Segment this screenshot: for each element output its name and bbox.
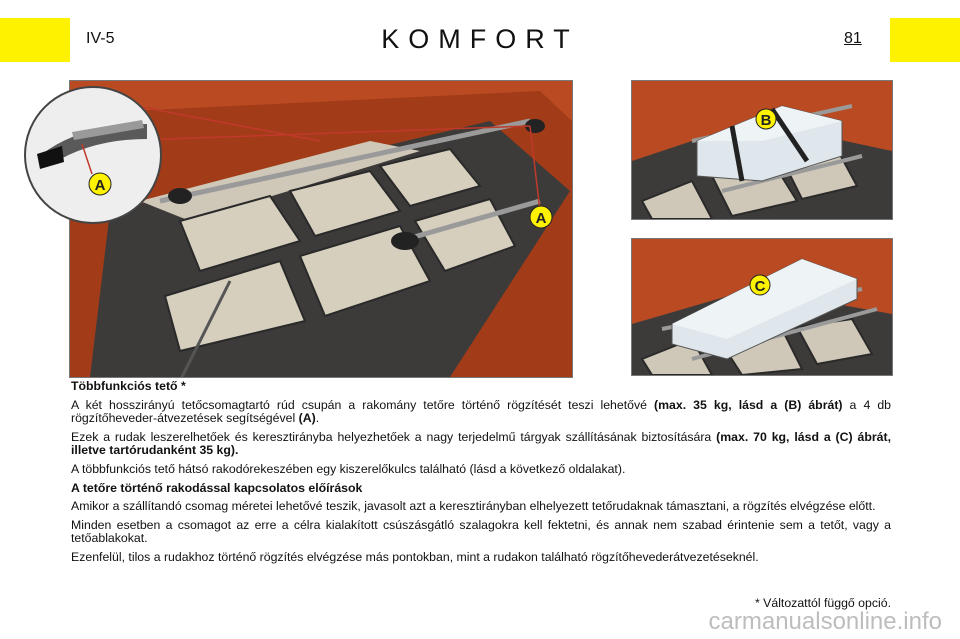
paragraph-3: A többfunkciós tető hátsó rakodórekeszében egy kiszerelőkulcs található (lásd a következő oldalakat).: [71, 461, 626, 476]
page-number: 81: [844, 30, 862, 47]
watermark: carmanualsonline.info: [708, 608, 942, 635]
transverse-load-illustration: [631, 238, 893, 376]
callout-c: C: [754, 278, 766, 295]
heading-loading-rules: A tetőre történő rakodással kapcsolatos előírások: [71, 480, 363, 495]
longitudinal-load-illustration: [631, 80, 893, 220]
paragraph-4: Amikor a szállítandó csomag méretei lehetővé teszik, javasolt azt a keresztirányban elhelyezett tetőrudaknak támasztani, a rögzítés elvégzése előtt.: [71, 499, 876, 514]
paragraph-1: A két hosszirányú tetőcsomagtartó rúd csupán a rakomány tetőre történő rögzítését teszi lehetővé (max. 35 kg, lásd a (B) ábrát) a 4 db rögzítőheveder-átvezetések segítségével (A).: [71, 397, 891, 426]
page-title: KOMFORT: [381, 24, 579, 54]
footnote: * Változattól függő opció.: [754, 596, 891, 610]
section-label: IV-5: [86, 30, 115, 47]
body-text: [71, 380, 891, 570]
detail-magnifier: [22, 84, 164, 226]
callout-a-main: A: [535, 210, 547, 227]
paragraph-5: Minden esetben a csomagot az erre a célra kialakított csúszásgátló szalagokra kell fektetni, és annak nem szabad érintenie sem a tetőt, vagy a tetőablakokat.: [71, 517, 891, 546]
paragraph-2: Ezek a rudak leszerelhetőek és keresztirányba helyezhetőek a nagy terjedelmű tárgyak szállításának biztosítására (max. 70 kg, lásd a (C) ábrát, illetve tartórudanként 35 kg).: [71, 429, 891, 458]
callout-a-detail: A: [94, 177, 106, 194]
paragraph-6: Ezenfelül, tilos a rudakhoz történő rögzítés elvégzése más pontokban, mint a rudakon található rögzítőhevederátvezetéseknél.: [71, 549, 759, 564]
heading-multifunction-roof: Többfunkciós tető *: [71, 379, 186, 393]
callout-b: B: [760, 112, 772, 129]
